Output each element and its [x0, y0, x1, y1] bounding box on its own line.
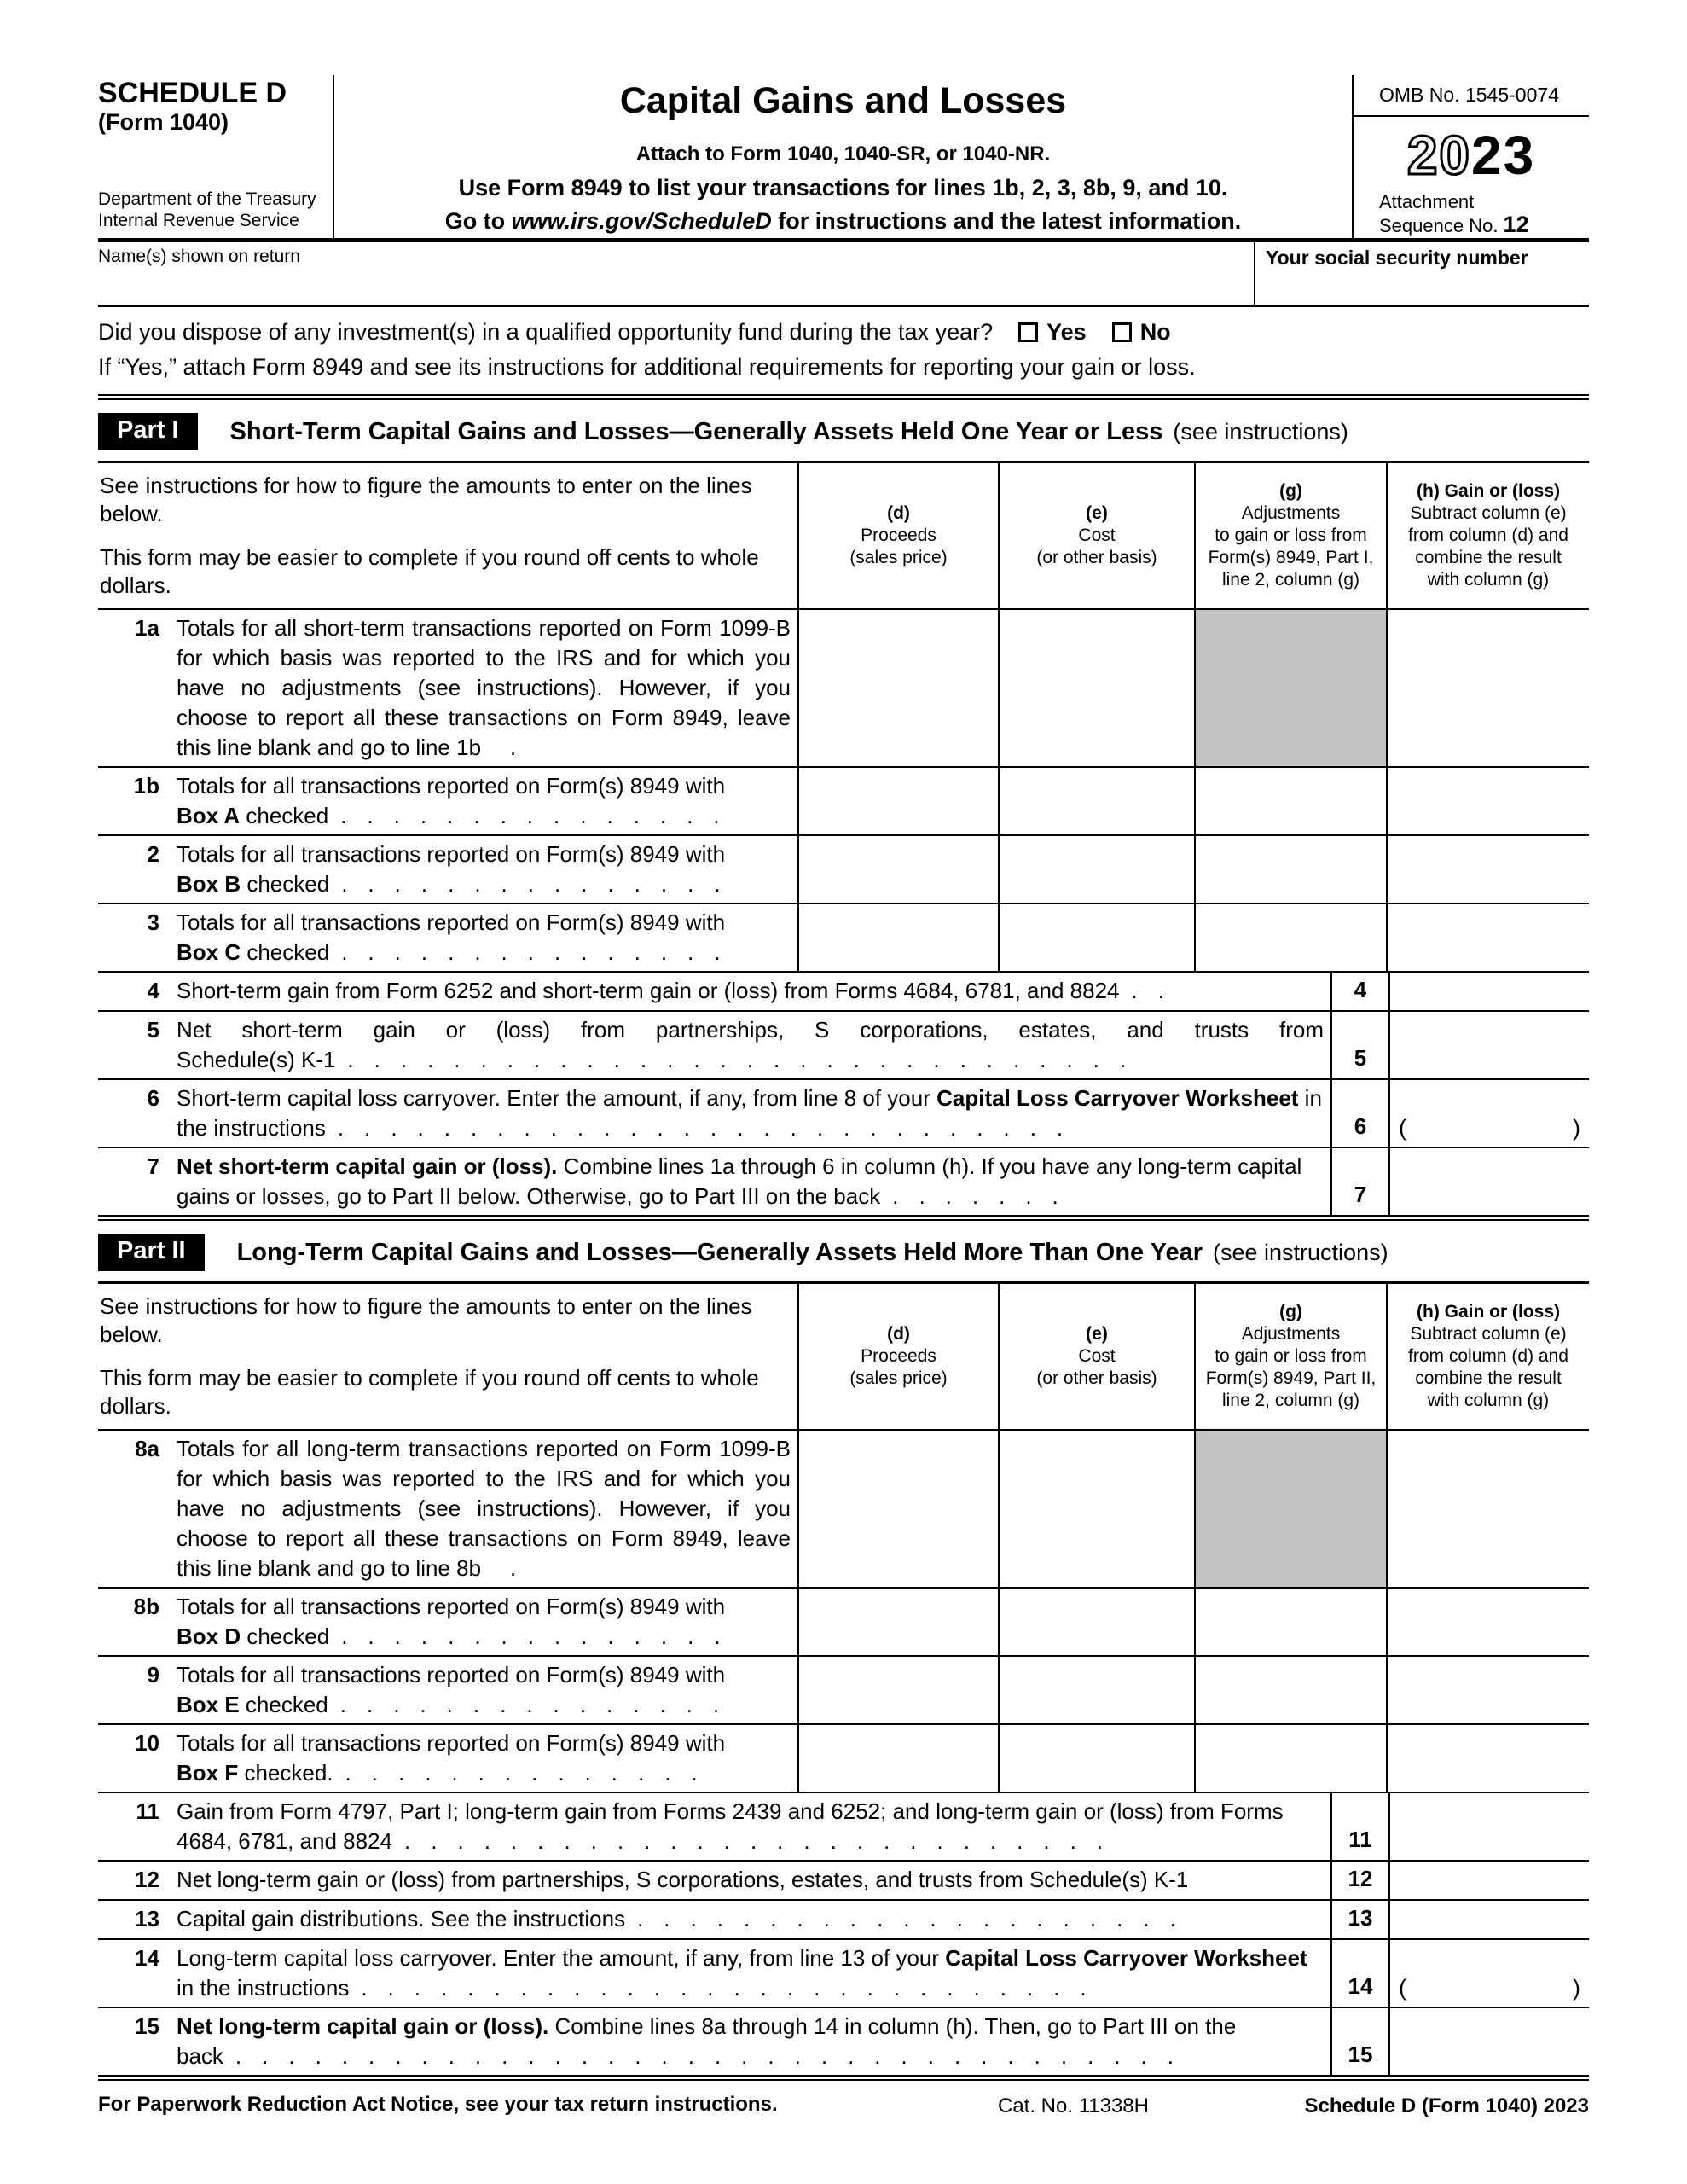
- part1-column-headers: [98, 463, 1589, 608]
- part2-instructions-cell: See instructions for how to figure the amounts to enter on the lines below. This form may be easier to complete if you round off cents to whole dollars.: [100, 1293, 759, 1419]
- attach-instruction: Attach to Form 1040, 1040-SR, or 1040-NR.: [635, 142, 1051, 166]
- line-number: 11: [136, 1798, 159, 1824]
- irs-url: www.irs.gov/ScheduleD: [511, 208, 772, 234]
- amount-cell-13-h[interactable]: [1390, 1901, 1589, 1938]
- line-number: 8a: [135, 1436, 159, 1461]
- line-number: 2: [147, 841, 159, 867]
- line-description: Short-term capital loss carryover. Enter the amount, if any, from line 8 of your Capital Loss Carryover Worksheet in the instructions ............................: [177, 1085, 1322, 1141]
- part2-column-headers: [98, 1284, 1589, 1429]
- row-12: [98, 1860, 1589, 1899]
- line-number-box: 6: [1330, 1080, 1390, 1147]
- row-4: [98, 971, 1589, 1010]
- amount-cell-6-h[interactable]: [1390, 1080, 1589, 1147]
- amount-cell-4-h[interactable]: [1390, 973, 1589, 1010]
- line-number: 3: [147, 909, 159, 935]
- name-input-area[interactable]: [98, 242, 1254, 305]
- shaded-cell-8a-g: [1194, 1431, 1386, 1587]
- row-3: [98, 903, 1589, 971]
- part2-see-instructions: (see instructions): [1213, 1239, 1388, 1265]
- amount-cell-15-h[interactable]: [1390, 2008, 1589, 2075]
- amount-cell-8b-e[interactable]: [998, 1589, 1194, 1655]
- line-number-box: 4: [1330, 973, 1390, 1010]
- gain-loss-column-header: (h) Gain or (loss) Subtract column (e) from column (d) and combine the result with column (g): [1386, 463, 1589, 608]
- line-description: Gain from Form 4797, Part I; long-term gain from Forms 2439 and 6252; and long-term gain or (loss) from Forms 4684, 6781, and 8824 ...........................: [177, 1798, 1284, 1854]
- line-description: Totals for all transactions reported on Form(s) 8949 with Box E checked ...............: [177, 1662, 740, 1717]
- open-paren: (: [1399, 1975, 1406, 2001]
- line-description: Totals for all transactions reported on Form(s) 8949 with Box F checked. ..............: [177, 1730, 726, 1786]
- no-checkbox[interactable]: [1112, 322, 1132, 342]
- amount-cell-8a-h[interactable]: [1386, 1431, 1589, 1587]
- part2-table: [98, 1281, 1589, 2081]
- ssn-label: Your social security number: [1266, 247, 1528, 269]
- no-label: No: [1139, 319, 1171, 345]
- row-1a: [98, 608, 1589, 766]
- part1-table: [98, 461, 1589, 1221]
- form-header-center: [334, 75, 1352, 238]
- row-6: [98, 1078, 1589, 1147]
- amount-cell-10-e[interactable]: [998, 1725, 1194, 1792]
- yes-checkbox[interactable]: [1018, 322, 1038, 342]
- form-footer: [98, 2093, 1589, 2129]
- attachment-sequence: [1354, 190, 1589, 237]
- sequence-label: Sequence No.: [1379, 215, 1504, 236]
- adjustments-column-header: (g) Adjustments to gain or loss from Form(s) 8949, Part II, line 2, column (g): [1194, 1284, 1386, 1429]
- form-header-left: [98, 75, 334, 238]
- amount-cell-1b-h[interactable]: [1386, 768, 1589, 834]
- part1-heading: [98, 400, 1589, 461]
- proceeds-column-header: (d) Proceeds (sales price): [797, 463, 998, 608]
- line-number: 4: [147, 978, 159, 1003]
- line-description: Totals for all transactions reported on Form(s) 8949 with Box B checked ...............: [177, 841, 741, 897]
- name-ssn-row: [98, 242, 1589, 307]
- amount-cell-8b-d[interactable]: [797, 1589, 998, 1655]
- yes-label: Yes: [1046, 319, 1087, 345]
- line-number-box: 14: [1330, 1940, 1390, 2007]
- adjustments-column-header: (g) Adjustments to gain or loss from Form(s) 8949, Part I, line 2, column (g): [1194, 463, 1386, 608]
- row-15: [98, 2007, 1589, 2075]
- line-number: 14: [135, 1945, 159, 1971]
- line-description: Short-term gain from Form 6252 and short-term gain or (loss) from Forms 4684, 6781, and 8824 ..: [177, 978, 1185, 1003]
- line-number: 6: [147, 1085, 159, 1111]
- amount-cell-2-d[interactable]: [797, 836, 998, 903]
- amount-cell-2-e[interactable]: [998, 836, 1194, 903]
- line-number: 1b: [133, 773, 159, 799]
- amount-cell-3-d[interactable]: [797, 904, 998, 971]
- amount-cell-1a-e[interactable]: [998, 610, 1194, 766]
- qof-question-block: [98, 307, 1589, 400]
- part2-title: Long-Term Capital Gains and Losses—Generally Assets Held More Than One Year: [236, 1238, 1203, 1266]
- line-number-box: 5: [1330, 1012, 1390, 1078]
- line-description: Totals for all short-term transactions reported on Form 1099-B for which basis was reported to the IRS and for which you have no adjustments (see instructions). However, if you choose to report all these transactions on Form 8949, leave this line blank and go to line 1b .: [177, 615, 791, 760]
- line-number: 8b: [133, 1594, 159, 1619]
- amount-cell-1a-d[interactable]: [797, 610, 998, 766]
- line-number-box: 15: [1330, 2008, 1390, 2075]
- amount-cell-8b-g[interactable]: [1194, 1589, 1386, 1655]
- amount-cell-3-e[interactable]: [998, 904, 1194, 971]
- omb-number: OMB No. 1545-0074: [1354, 75, 1589, 117]
- irs-label: Internal Revenue Service: [98, 211, 299, 230]
- amount-cell-8b-h[interactable]: [1386, 1589, 1589, 1655]
- amount-cell-5-h[interactable]: [1390, 1012, 1589, 1078]
- amount-cell-8a-d[interactable]: [797, 1431, 998, 1587]
- proceeds-column-header: (d) Proceeds (sales price): [797, 1284, 998, 1429]
- line-number: 7: [147, 1153, 159, 1179]
- amount-cell-1b-g[interactable]: [1194, 768, 1386, 834]
- line-number-box: 7: [1330, 1148, 1390, 1215]
- row-1b: [98, 766, 1589, 834]
- paperwork-notice: For Paperwork Reduction Act Notice, see your tax return instructions.: [98, 2093, 778, 2116]
- use-form-8949-instruction: Use Form 8949 to list your transactions for lines 1b, 2, 3, 8b, 9, and 10.: [458, 175, 1228, 200]
- row-8b: [98, 1587, 1589, 1655]
- line-number-box: 11: [1330, 1793, 1390, 1860]
- form-header: [98, 75, 1589, 242]
- schedule-d-title: SCHEDULE D: [98, 77, 287, 109]
- line-number: 5: [147, 1017, 159, 1043]
- form-identifier: Schedule D (Form 1040) 2023: [1304, 2094, 1589, 2117]
- qof-instruction: If “Yes,” attach Form 8949 and see its instructions for additional requirements for reporting your gain or loss.: [98, 354, 1196, 380]
- line-description: Totals for all transactions reported on Form(s) 8949 with Box C checked ...............: [177, 909, 741, 965]
- goto-instruction: Go to www.irs.gov/ScheduleD for instructions and the latest information.: [444, 208, 1242, 234]
- amount-cell-10-g[interactable]: [1194, 1725, 1386, 1792]
- line-number-box: 13: [1330, 1901, 1390, 1938]
- amount-cell-1a-h[interactable]: [1386, 610, 1589, 766]
- form-header-right: [1352, 75, 1589, 238]
- amount-cell-10-d[interactable]: [797, 1725, 998, 1792]
- part2-label: Part II: [98, 1234, 205, 1271]
- part1-see-instructions: (see instructions): [1173, 418, 1348, 444]
- line-description: Net short-term gain or (loss) from partnerships, S corporations, estates, and trusts from Schedule(s) K-1 ..............................: [177, 1017, 1324, 1072]
- line-number: 15: [135, 2013, 159, 2039]
- treasury-label: Department of the Treasury: [98, 189, 316, 209]
- amount-cell-2-g[interactable]: [1194, 836, 1386, 903]
- amount-cell-1b-e[interactable]: [998, 768, 1194, 834]
- line-description: Net short-term capital gain or (loss). Combine lines 1a through 6 in column (h). If you have any long-term capital gains or losses, go to Part II below. Otherwise, go to Part III on the back .......: [177, 1153, 1302, 1209]
- line-description: Capital gain distributions. See the instructions .....................: [177, 1906, 1197, 1931]
- amount-cell-12-h[interactable]: [1390, 1862, 1589, 1899]
- line-number: 9: [147, 1662, 159, 1687]
- amount-cell-9-d[interactable]: [797, 1657, 998, 1723]
- name-label: Name(s) shown on return: [98, 247, 300, 266]
- part2-heading: [98, 1221, 1589, 1281]
- catalog-number: Cat. No. 11338H: [998, 2094, 1149, 2117]
- cost-column-header: (e) Cost (or other basis): [998, 463, 1194, 608]
- line-number: 13: [135, 1906, 159, 1931]
- close-paren: ): [1573, 1975, 1580, 2001]
- amount-cell-11-h[interactable]: [1390, 1793, 1589, 1860]
- amount-cell-10-h[interactable]: [1386, 1725, 1589, 1792]
- row-8a: [98, 1429, 1589, 1587]
- tax-year: 2023: [1406, 125, 1536, 186]
- amount-cell-2-h[interactable]: [1386, 836, 1589, 903]
- amount-cell-3-h[interactable]: [1386, 904, 1589, 971]
- line-description: Net long-term gain or (loss) from partnerships, S corporations, estates, and trusts from Schedule(s) K-1: [177, 1867, 1189, 1892]
- qof-question: Did you dispose of any investment(s) in a qualified opportunity fund during the tax year?: [98, 319, 994, 345]
- cost-column-header: (e) Cost (or other basis): [998, 1284, 1194, 1429]
- line-number: 12: [135, 1867, 159, 1892]
- ssn-input-area[interactable]: [1254, 242, 1589, 305]
- part1-label: Part I: [98, 413, 198, 450]
- line-description: Long-term capital loss carryover. Enter the amount, if any, from line 13 of your Capital Loss Carryover Worksheet in the instructions ............................: [177, 1945, 1307, 2001]
- line-description: Totals for all transactions reported on Form(s) 8949 with Box A checked ...............: [177, 773, 740, 828]
- amount-cell-8a-e[interactable]: [998, 1431, 1194, 1587]
- amount-cell-9-g[interactable]: [1194, 1657, 1386, 1723]
- row-13: [98, 1899, 1589, 1938]
- row-9: [98, 1655, 1589, 1723]
- amount-cell-3-g[interactable]: [1194, 904, 1386, 971]
- row-11: [98, 1792, 1589, 1860]
- amount-cell-9-h[interactable]: [1386, 1657, 1589, 1723]
- row-2: [98, 834, 1589, 903]
- form-1040-subtitle: (Form 1040): [98, 109, 229, 135]
- line-number: 1a: [135, 615, 159, 641]
- close-paren: ): [1573, 1115, 1580, 1141]
- part1-instructions-cell: See instructions for how to figure the amounts to enter on the lines below. This form may be easier to complete if you round off cents to whole dollars.: [100, 473, 759, 598]
- open-paren: (: [1399, 1115, 1406, 1141]
- line-description: Totals for all long-term transactions reported on Form 1099-B for which basis was reported to the IRS and for which you have no adjustments (see instructions). However, if you choose to report all these transactions on Form 8949, leave this line blank and go to line 8b .: [177, 1436, 791, 1581]
- gain-loss-column-header: (h) Gain or (loss) Subtract column (e) from column (d) and combine the result with column (g): [1386, 1284, 1589, 1429]
- amount-cell-1b-d[interactable]: [797, 768, 998, 834]
- line-description: Net long-term capital gain or (loss). Combine lines 8a through 14 in column (h). Then, go to Part III on the back ....................................: [177, 2013, 1237, 2069]
- line-number: 10: [135, 1730, 159, 1756]
- amount-cell-14-h[interactable]: [1390, 1940, 1589, 2007]
- attachment-label: Attachment: [1379, 191, 1475, 212]
- line-number-box: 12: [1330, 1862, 1390, 1899]
- amount-cell-9-e[interactable]: [998, 1657, 1194, 1723]
- shaded-cell-1a-g: [1194, 610, 1386, 766]
- row-10: [98, 1723, 1589, 1792]
- part1-title: Short-Term Capital Gains and Losses—Generally Assets Held One Year or Less: [229, 417, 1163, 445]
- amount-cell-7-h[interactable]: [1390, 1148, 1589, 1215]
- sequence-number: 12: [1503, 212, 1529, 237]
- row-7: [98, 1147, 1589, 1215]
- row-5: [98, 1010, 1589, 1078]
- form-title: Capital Gains and Losses: [619, 80, 1067, 121]
- row-14: [98, 1938, 1589, 2007]
- line-description: Totals for all transactions reported on Form(s) 8949 with Box D checked ...............: [177, 1594, 741, 1649]
